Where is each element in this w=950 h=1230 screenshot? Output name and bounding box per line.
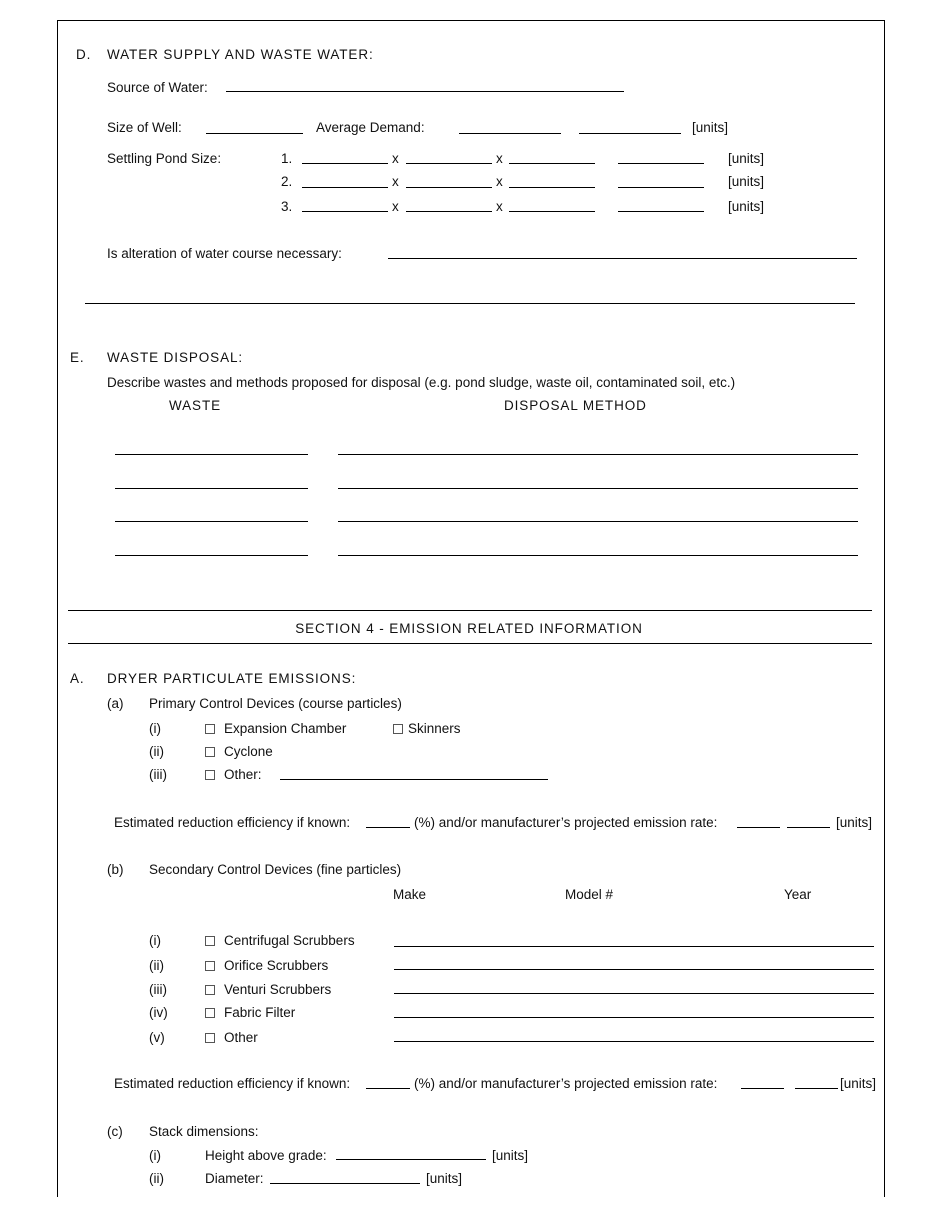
pond-length-field[interactable] <box>302 187 388 188</box>
pond-depth-field[interactable] <box>509 187 595 188</box>
emission-rate-label: (%) and/or manufacturer’s projected emission rate: <box>414 815 718 830</box>
orifice-scrubbers-label: Orifice Scrubbers <box>224 958 329 973</box>
diameter-label: Diameter: <box>205 1171 264 1186</box>
item-number: (i) <box>149 721 161 736</box>
item-number: (ii) <box>149 744 164 759</box>
pond-units-field[interactable] <box>618 163 704 164</box>
centrifugal-scrubbers-checkbox[interactable] <box>205 936 215 946</box>
other-primary-checkbox[interactable] <box>205 770 215 780</box>
pond-depth-field[interactable] <box>509 211 595 212</box>
times-sign: x <box>496 199 503 214</box>
other-primary-field[interactable] <box>280 779 548 780</box>
pond-length-field[interactable] <box>302 211 388 212</box>
other-secondary-checkbox[interactable] <box>205 1033 215 1043</box>
efficiency-label: Estimated reduction efficiency if known: <box>114 815 351 830</box>
pond-width-field[interactable] <box>406 187 492 188</box>
efficiency-percent-field[interactable] <box>366 1088 410 1089</box>
cyclone-checkbox[interactable] <box>205 747 215 757</box>
waste-column-header: WASTE <box>169 398 222 413</box>
pond-width-field[interactable] <box>406 163 492 164</box>
units-label: [units] <box>492 1148 529 1163</box>
skinners-label: Skinners <box>408 721 461 736</box>
times-sign: x <box>392 174 399 189</box>
item-number: (iii) <box>149 767 167 782</box>
times-sign: x <box>496 151 503 166</box>
venturi-scrubbers-label: Venturi Scrubbers <box>224 982 332 997</box>
venturi-scrubbers-checkbox[interactable] <box>205 985 215 995</box>
alteration-label: Is alteration of water course necessary: <box>107 246 342 261</box>
fabric-filter-label: Fabric Filter <box>224 1005 296 1020</box>
disposal-method-field[interactable] <box>338 454 858 455</box>
orifice-scrubbers-checkbox[interactable] <box>205 961 215 971</box>
pond-width-field[interactable] <box>406 211 492 212</box>
item-number: (iii) <box>149 982 167 997</box>
height-above-grade-field[interactable] <box>336 1159 486 1160</box>
other-secondary-label: Other <box>224 1030 258 1045</box>
size-of-well-label: Size of Well: <box>107 120 182 135</box>
pond-row-number: 2. <box>281 174 293 189</box>
diameter-field[interactable] <box>270 1183 420 1184</box>
units-label: [units] <box>728 151 765 166</box>
pond-length-field[interactable] <box>302 163 388 164</box>
emission-rate-field[interactable] <box>741 1088 784 1089</box>
size-of-well-field[interactable] <box>206 133 303 134</box>
efficiency-label: Estimated reduction efficiency if known: <box>114 1076 351 1091</box>
waste-field[interactable] <box>115 488 308 489</box>
section-d-letter: D. <box>76 47 92 62</box>
other-secondary-field[interactable] <box>394 1041 874 1042</box>
subsection-a-label: (a) <box>107 696 124 711</box>
primary-control-title: Primary Control Devices (course particles) <box>149 696 402 711</box>
subsection-c-label: (c) <box>107 1124 123 1139</box>
disposal-method-field[interactable] <box>338 555 858 556</box>
units-label: [units] <box>840 1076 877 1091</box>
units-label: [units] <box>728 199 765 214</box>
times-sign: x <box>392 151 399 166</box>
times-sign: x <box>392 199 399 214</box>
waste-field[interactable] <box>115 454 308 455</box>
emission-rate-field[interactable] <box>737 827 780 828</box>
section-e-letter: E. <box>70 350 85 365</box>
item-number: (ii) <box>149 958 164 973</box>
section-e-title: WASTE DISPOSAL: <box>107 350 244 365</box>
subsection-b-label: (b) <box>107 862 124 877</box>
section-a-letter: A. <box>70 671 85 686</box>
item-number: (v) <box>149 1030 165 1045</box>
model-column-header: Model # <box>565 887 614 902</box>
disposal-method-field[interactable] <box>338 488 858 489</box>
section-divider-top <box>68 610 872 611</box>
waste-field[interactable] <box>115 555 308 556</box>
alteration-field[interactable] <box>388 258 857 259</box>
times-sign: x <box>496 174 503 189</box>
average-demand-label: Average Demand: <box>316 120 425 135</box>
item-number: (i) <box>149 933 161 948</box>
disposal-method-column-header: DISPOSAL METHOD <box>504 398 647 413</box>
waste-field[interactable] <box>115 521 308 522</box>
pond-depth-field[interactable] <box>509 163 595 164</box>
pond-row-number: 3. <box>281 199 293 214</box>
make-column-header: Make <box>393 887 427 902</box>
item-number: (ii) <box>149 1171 164 1186</box>
fabric-filter-checkbox[interactable] <box>205 1008 215 1018</box>
centrifugal-scrubbers-field[interactable] <box>394 946 874 947</box>
efficiency-percent-field[interactable] <box>366 827 410 828</box>
item-number: (i) <box>149 1148 161 1163</box>
section-divider-bottom <box>68 643 872 644</box>
emission-rate-units-field[interactable] <box>795 1088 838 1089</box>
skinners-checkbox[interactable] <box>393 724 403 734</box>
units-label: [units] <box>836 815 873 830</box>
height-above-grade-label: Height above grade: <box>205 1148 327 1163</box>
section-d-title: WATER SUPPLY AND WASTE WATER: <box>107 47 374 62</box>
pond-units-field[interactable] <box>618 187 704 188</box>
units-label: [units] <box>426 1171 463 1186</box>
units-label: [units] <box>692 120 729 135</box>
settling-pond-label: Settling Pond Size: <box>107 151 222 166</box>
average-demand-field[interactable] <box>459 133 561 134</box>
year-column-header: Year <box>784 887 812 902</box>
pond-units-field[interactable] <box>618 211 704 212</box>
source-of-water-field[interactable] <box>226 91 624 92</box>
alteration-continuation-field[interactable] <box>85 303 855 304</box>
centrifugal-scrubbers-label: Centrifugal Scrubbers <box>224 933 355 948</box>
venturi-scrubbers-field[interactable] <box>394 993 874 994</box>
waste-description: Describe wastes and methods proposed for disposal (e.g. pond sludge, waste oil, contaminated soil, etc.) <box>107 375 736 390</box>
emission-rate-label: (%) and/or manufacturer’s projected emission rate: <box>414 1076 718 1091</box>
expansion-chamber-label: Expansion Chamber <box>224 721 347 736</box>
source-of-water-label: Source of Water: <box>107 80 208 95</box>
cyclone-label: Cyclone <box>224 744 273 759</box>
item-number: (iv) <box>149 1005 168 1020</box>
disposal-method-field[interactable] <box>338 521 858 522</box>
fabric-filter-field[interactable] <box>394 1017 874 1018</box>
secondary-control-title: Secondary Control Devices (fine particles) <box>149 862 402 877</box>
section-a-title: DRYER PARTICULATE EMISSIONS: <box>107 671 357 686</box>
average-demand-units-field[interactable] <box>579 133 681 134</box>
other-primary-label: Other: <box>224 767 262 782</box>
stack-dimensions-title: Stack dimensions: <box>149 1124 259 1139</box>
emission-rate-units-field[interactable] <box>787 827 830 828</box>
section-4-title: SECTION 4 - EMISSION RELATED INFORMATION <box>295 621 643 636</box>
units-label: [units] <box>728 174 765 189</box>
orifice-scrubbers-field[interactable] <box>394 969 874 970</box>
pond-row-number: 1. <box>281 151 293 166</box>
form-frame <box>57 20 885 1197</box>
expansion-chamber-checkbox[interactable] <box>205 724 215 734</box>
